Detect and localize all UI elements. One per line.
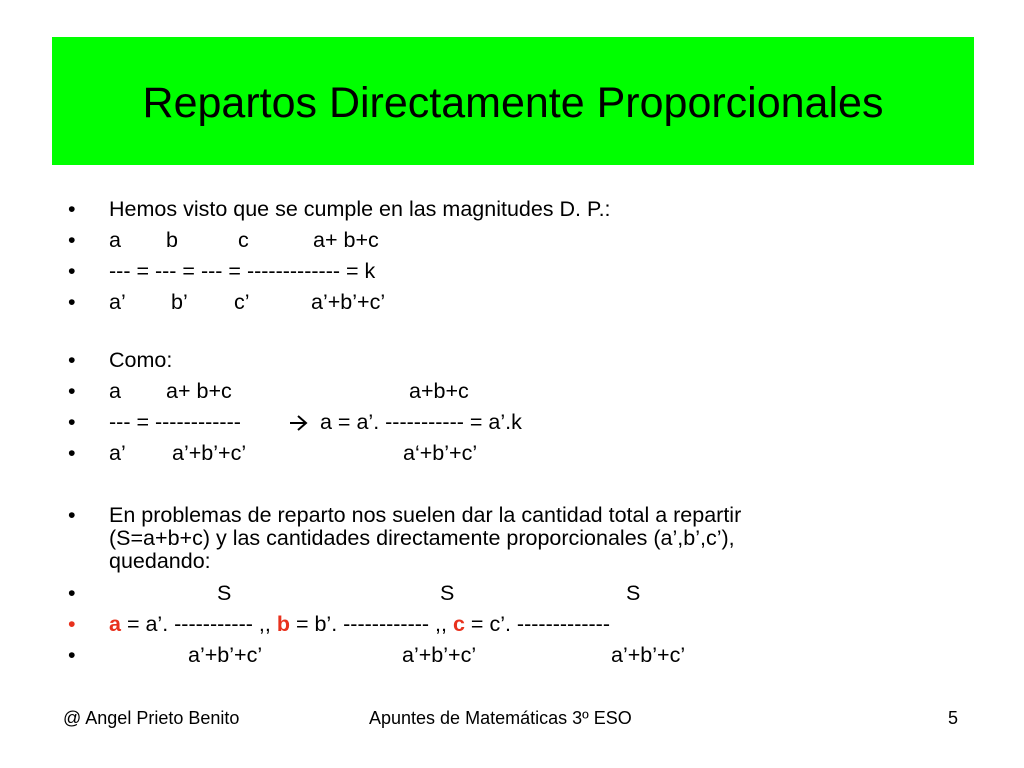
footer-page-number: 5 <box>948 708 959 728</box>
variable-b: b <box>276 612 290 636</box>
line-8-sum-prime-right: a‘+b’+c’ <box>403 441 478 465</box>
bullet-icon: • <box>68 612 76 636</box>
line-4-a-prime: a’ <box>109 290 126 314</box>
bullet-icon: • <box>68 259 76 283</box>
bullet-icon: • <box>68 197 76 221</box>
slide-title: Repartos Directamente Proporcionales <box>142 78 884 127</box>
formula-c: = c’. ------------- <box>464 612 611 636</box>
line-5-text: Como: <box>109 348 173 372</box>
bullet-icon: • <box>68 581 76 605</box>
line-4-b-prime: b’ <box>171 290 188 314</box>
bullet-icon: • <box>68 348 76 372</box>
line-12-denominator-3: a’+b’+c’ <box>611 643 686 667</box>
bullet-icon: • <box>68 228 76 252</box>
line-6-sum-right: a+b+c <box>409 379 469 403</box>
line-12-denominator-1: a’+b’+c’ <box>188 643 263 667</box>
variable-c: c <box>452 612 465 636</box>
line-10-s-3: S <box>626 581 641 605</box>
bullet-icon: • <box>68 290 76 314</box>
line-9-row-1: En problemas de reparto nos suelen dar la cantidad total a repartir <box>109 503 742 527</box>
line-2-a: a <box>109 228 121 252</box>
bullet-icon: • <box>68 643 76 667</box>
line-6-a: a <box>109 379 121 403</box>
line-4-sum-prime: a’+b’+c’ <box>311 290 386 314</box>
formula-b: = b’. ------------ ,, <box>289 612 447 636</box>
bullet-icon: • <box>68 503 76 527</box>
bullet-icon: • <box>68 379 76 403</box>
line-2-b: b <box>166 228 178 252</box>
right-arrow-icon <box>289 408 309 436</box>
title-banner <box>52 37 974 165</box>
line-7-result: a = a’. ----------- = a’.k <box>320 410 522 434</box>
line-6-sum: a+ b+c <box>166 379 232 403</box>
variable-a: a <box>109 612 121 636</box>
line-3-equation: --- = --- = --- = ------------- = k <box>109 259 376 283</box>
line-8-a-prime: a’ <box>109 441 126 465</box>
line-10-s-2: S <box>440 581 455 605</box>
bullet-icon: • <box>68 410 76 434</box>
line-12-denominator-2: a’+b’+c’ <box>402 643 477 667</box>
line-2-c: c <box>238 228 249 252</box>
line-7-equation: --- = ------------ <box>109 410 241 434</box>
line-4-c-prime: c’ <box>234 290 250 314</box>
bullet-icon: • <box>68 441 76 465</box>
footer-course: Apuntes de Matemáticas 3º ESO <box>369 708 632 728</box>
line-11-formulas <box>109 610 610 638</box>
formula-a: = a’. ----------- ,, <box>120 612 271 636</box>
line-1-text: Hemos visto que se cumple en las magnitudes D. P.: <box>109 197 611 221</box>
line-9-row-3: quedando: <box>109 549 211 573</box>
line-8-sum-prime: a’+b’+c’ <box>172 441 247 465</box>
line-2-sum: a+ b+c <box>313 228 379 252</box>
line-9-row-2: (S=a+b+c) y las cantidades directamente proporcionales (a’,b’,c’), <box>109 526 735 550</box>
line-10-s-1: S <box>217 581 232 605</box>
footer-author: @ Angel Prieto Benito <box>63 708 240 728</box>
